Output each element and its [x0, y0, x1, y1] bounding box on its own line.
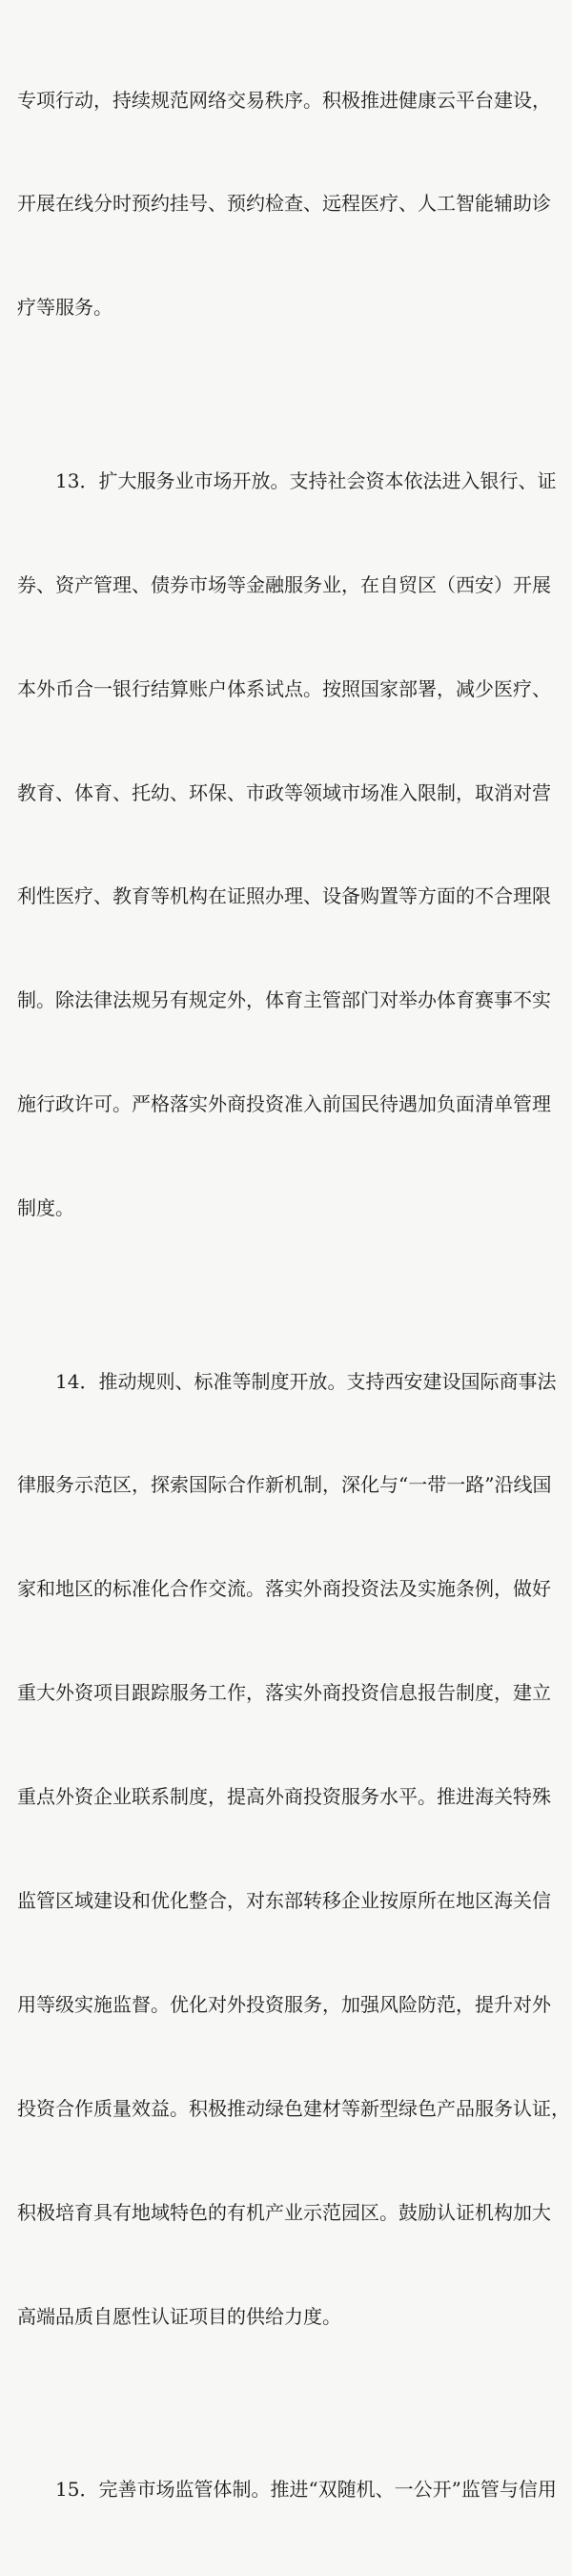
text-line: 用等级实施监督。优化对外投资服务，加强风险防范，提升对外: [17, 1992, 551, 2016]
text-line: 15．完善市场监管体制。推进“双随机、一公开”监管与信用: [55, 2478, 557, 2502]
paragraph-12-tail: [17, 13, 555, 394]
text-line: 券、资产管理、债券市场等金融服务业，在自贸区（西安）开展: [17, 572, 551, 596]
text-line: 制度。: [17, 1196, 74, 1220]
text-line: 投资合作质量效益。积极推动绿色建材等新型绿色产品服务认证，: [17, 2096, 570, 2120]
text-line: 本外币合一银行结算账户体系试点。按照国家部署，减少医疗、: [17, 676, 551, 700]
text-line: 教育、体育、托幼、环保、市政等领域市场准入限制，取消对营: [17, 780, 551, 804]
text-line: 律服务示范区，探索国际合作新机制，深化与“一带一路”沿线国: [17, 1473, 552, 1497]
text-line: 施行政许可。严格落实外商投资准入前国民待遇加负面清单管理: [17, 1092, 551, 1116]
text-line: 家和地区的标准化合作交流。落实外商投资法及实施条例，做好: [17, 1577, 551, 1601]
text-line: 积极培育具有地域特色的有机产业示范园区。鼓励认证机构加大: [17, 2200, 551, 2224]
text-line: 14．推动规则、标准等制度开放。支持西安建设国际商事法: [55, 1369, 557, 1393]
text-line: 疗等服务。: [17, 296, 112, 320]
text-line: 开展在线分时预约挂号、预约检查、远程医疗、人工智能辅助诊: [17, 192, 551, 216]
text-line: 监管区域建设和优化整合，对东部转移企业按原所在地区海关信: [17, 1889, 551, 1913]
text-line: 重大外资项目跟踪服务工作，落实外商投资信息报告制度，建立: [17, 1681, 551, 1705]
text-line: 13．扩大服务业市场开放。支持社会资本依法进入银行、证: [55, 468, 557, 492]
paragraph-15-head: [17, 2402, 555, 2575]
text-line: 专项行动，持续规范网络交易秩序。积极推进健康云平台建设，: [17, 88, 551, 112]
text-line: 重点外资企业联系制度，提高外商投资服务水平。推进海关特殊: [17, 1785, 551, 1809]
paragraph-14: [17, 1295, 570, 2403]
text-line: 高端品质自愿性认证项目的供给力度。: [17, 2304, 341, 2328]
text-line: 利性医疗、教育等机构在证照办理、设备购置等方面的不合理限: [17, 884, 551, 908]
paragraph-13: [17, 394, 555, 1295]
text-line: 制。除法律法规另有规定外，体育主管部门对举办体育赛事不实: [17, 988, 551, 1012]
